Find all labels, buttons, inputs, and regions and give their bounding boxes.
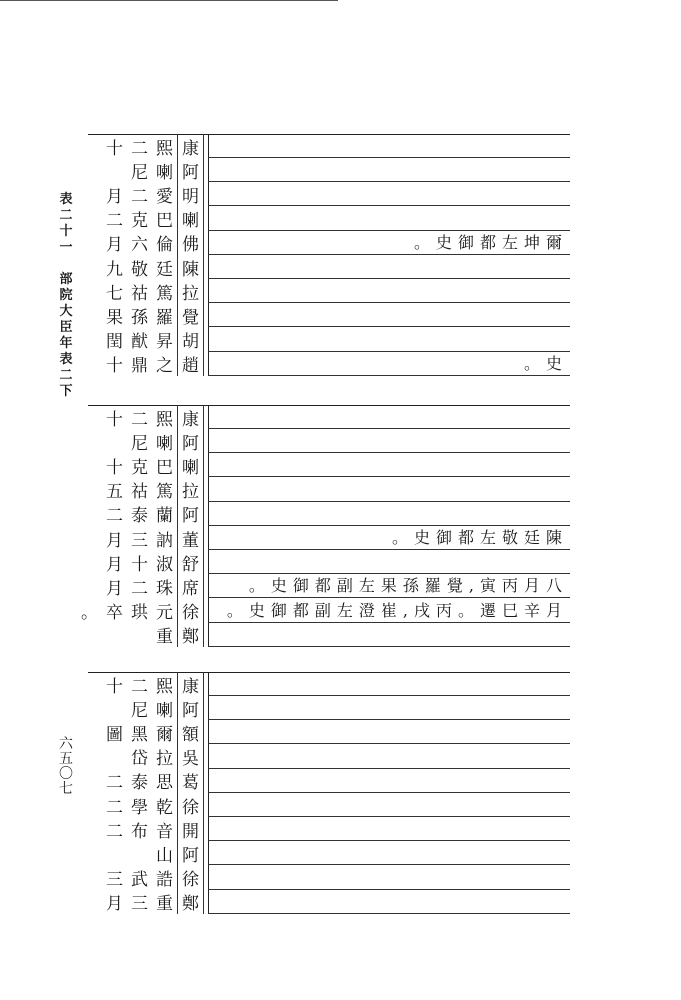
name-char: 拉 (178, 279, 204, 304)
name-char: 月 (106, 894, 123, 915)
side-title-char: 下 (59, 384, 73, 399)
name-char: 果 (106, 307, 123, 328)
official-name-cell (102, 771, 204, 794)
name-char: 珙 (131, 603, 148, 624)
name-char: 二 (131, 676, 148, 697)
note-cell: 。史御都左坤爾 (413, 232, 568, 252)
name-char: 拉 (178, 477, 204, 502)
table-row (88, 158, 570, 182)
name-char: 乾 (152, 793, 178, 818)
table-row (88, 769, 570, 793)
page-number-char: 七 (59, 781, 73, 797)
name-char: 尼 (131, 433, 148, 454)
name-char: 開 (178, 817, 204, 842)
official-name-cell (102, 528, 204, 551)
side-title-char: 臣 (59, 320, 73, 335)
name-char: 六 (131, 235, 148, 256)
name-char: 昇 (152, 327, 178, 352)
name-char: 二 (106, 773, 123, 794)
name-char: 月 (106, 554, 123, 575)
name-char: 十 (106, 457, 123, 478)
name-char: 葛 (178, 768, 204, 793)
official-name-cell (102, 504, 204, 527)
name-char: 陳 (178, 255, 204, 280)
side-title-char: 二 (59, 208, 73, 223)
name-char: 羅 (152, 303, 178, 328)
name-char: 訥 (152, 526, 178, 551)
table-row (88, 279, 570, 303)
name-char: 額 (178, 720, 204, 745)
table-row (88, 793, 570, 817)
name-char: 康 (178, 672, 204, 697)
name-char: 喇 (178, 453, 204, 478)
name-char: 元 (152, 598, 178, 623)
page-number-char: 六 (59, 736, 73, 752)
name-char: 七 (106, 283, 123, 304)
side-title-char: 院 (59, 288, 73, 303)
row-rule (208, 913, 570, 914)
name-char: 月 (106, 578, 123, 599)
name-char: 圖 (106, 724, 123, 745)
table-row (88, 453, 570, 477)
name-char: 篤 (152, 279, 178, 304)
table-row (88, 526, 570, 550)
name-char: 熙 (152, 134, 178, 159)
official-name-cell (102, 892, 204, 915)
name-char: 二 (106, 211, 123, 232)
official-name-cell (102, 480, 204, 503)
official-name-cell (152, 843, 204, 866)
official-name-cell (102, 576, 204, 599)
official-name-cell (102, 209, 204, 232)
name-char: 趙 (178, 351, 204, 376)
name-char: 尼 (131, 700, 148, 721)
name-char: 三 (131, 894, 148, 915)
table-row (88, 303, 570, 327)
name-char: 月 (106, 235, 123, 256)
name-char: 誥 (152, 865, 178, 890)
name-char: 學 (131, 797, 148, 818)
name-char: 佛 (178, 230, 204, 255)
name-char: 二 (106, 797, 123, 818)
page-number-char: 〇 (59, 766, 73, 782)
name-char: 覺 (178, 303, 204, 328)
name-char: 阿 (178, 501, 204, 526)
name-char: 喇 (152, 429, 178, 454)
name-char: 祜 (131, 482, 148, 503)
official-name-cell (102, 407, 204, 430)
table-block-2 (81, 405, 570, 650)
name-char: 巴 (152, 453, 178, 478)
name-char: 泰 (131, 506, 148, 527)
name-char: 二 (131, 578, 148, 599)
note-cell: 。史 (523, 353, 568, 373)
name-char: 二 (131, 186, 148, 207)
note-cell: 。史御都副左果孫羅覺,寅丙月八 (248, 576, 568, 596)
table-row (88, 352, 570, 376)
name-char: 胡 (178, 327, 204, 352)
table-row (88, 134, 570, 158)
side-title-char: 二 (59, 368, 73, 383)
official-name-cell (102, 795, 204, 818)
name-char: 鄭 (178, 889, 204, 914)
name-char: 徐 (178, 598, 204, 623)
name-char: 祜 (131, 283, 148, 304)
name-char: 董 (178, 526, 204, 551)
official-name-cell (152, 625, 204, 648)
side-title-char: 部 (59, 272, 73, 287)
name-char: 十 (106, 356, 123, 377)
table-row (88, 255, 570, 279)
official-name-cell (127, 431, 204, 454)
official-name-cell (102, 233, 204, 256)
table-row (88, 890, 570, 914)
official-name-cell (102, 330, 204, 353)
official-name-cell (102, 136, 204, 159)
side-title-char: 十 (59, 224, 73, 239)
name-char: 二 (106, 506, 123, 527)
official-name-cell (102, 868, 204, 891)
name-char: 月 (106, 530, 123, 551)
name-char: 倫 (152, 230, 178, 255)
table-block-1 (88, 134, 570, 380)
name-char: 徐 (178, 865, 204, 890)
side-title-char: 表 (59, 352, 73, 367)
official-name-cell (102, 281, 204, 304)
name-char: 尼 (131, 162, 148, 183)
name-char: 九 (106, 259, 123, 280)
name-char: 重 (152, 889, 178, 914)
name-char: 思 (152, 768, 178, 793)
table-row (88, 866, 570, 890)
name-char: 敬 (131, 259, 148, 280)
name-char: 熙 (152, 405, 178, 430)
name-char: 三 (106, 870, 123, 891)
official-name-cell (102, 257, 204, 280)
name-char: 武 (131, 870, 148, 891)
name-char: 克 (131, 211, 148, 232)
name-char: 二 (106, 821, 123, 842)
name-char: 孫 (131, 307, 148, 328)
name-char: 山 (152, 841, 178, 866)
table-row (88, 841, 570, 865)
name-char: 黑 (131, 724, 148, 745)
official-name-cell (102, 722, 204, 745)
name-char: 巴 (152, 206, 178, 231)
side-title-char: 大 (59, 304, 73, 319)
official-name-cell (127, 747, 204, 770)
table-row (81, 599, 570, 624)
row-rule (208, 646, 570, 647)
name-char: 鄭 (178, 622, 204, 647)
official-name-cell (102, 819, 204, 842)
name-char: 徐 (178, 793, 204, 818)
name-char: 席 (178, 574, 204, 599)
name-char: 阿 (178, 841, 204, 866)
official-name-cell (102, 552, 204, 575)
name-char: 喇 (152, 696, 178, 721)
side-title-char: 年 (59, 336, 73, 351)
official-name-cell (102, 354, 204, 377)
side-title-char: 表 (59, 192, 73, 207)
name-char: 二 (131, 409, 148, 430)
name-char: 廷 (152, 255, 178, 280)
note-cell: 。史御都左敬廷陳 (391, 528, 568, 547)
name-char: 吳 (178, 744, 204, 769)
table-row (88, 478, 570, 502)
name-char: 三 (131, 530, 148, 551)
name-char: 阿 (178, 696, 204, 721)
page-number (58, 737, 74, 797)
table-row (88, 502, 570, 526)
name-char: 重 (152, 622, 178, 647)
table-row (88, 574, 570, 598)
name-char: 十 (106, 676, 123, 697)
name-char: 泰 (131, 773, 148, 794)
name-char: 淑 (152, 550, 178, 575)
name-char: 喇 (178, 206, 204, 231)
official-name-cell (102, 184, 204, 207)
official-name-cell (127, 698, 204, 721)
name-char: 十 (106, 138, 123, 159)
table-row (88, 207, 570, 231)
table-row (88, 429, 570, 453)
table-row (88, 182, 570, 206)
note-cell: 。史御都副左澄崔,戌丙。遷巳辛月 (226, 600, 568, 620)
top-rule (0, 0, 338, 1)
name-char: 猷 (131, 332, 148, 353)
name-char: 拉 (152, 744, 178, 769)
table-row (88, 745, 570, 769)
table-row (88, 328, 570, 352)
name-char: 。 (81, 603, 98, 624)
table-row (88, 405, 570, 429)
name-char: 鼎 (131, 356, 148, 377)
name-char: 愛 (152, 182, 178, 207)
name-char: 阿 (178, 429, 204, 454)
name-char: 之 (152, 351, 178, 376)
name-char: 克 (131, 457, 148, 478)
name-char: 布 (131, 821, 148, 842)
official-name-cell (102, 455, 204, 478)
name-char: 康 (178, 405, 204, 430)
name-char: 閏 (106, 332, 123, 353)
name-char: 珠 (152, 574, 178, 599)
row-rule (208, 375, 570, 376)
official-name-cell (102, 305, 204, 328)
side-title (58, 192, 74, 400)
name-char: 十 (106, 409, 123, 430)
side-title-char: 一 (59, 240, 73, 255)
name-char: 康 (178, 134, 204, 159)
table-row (88, 550, 570, 574)
name-char: 爾 (152, 720, 178, 745)
name-char: 蘭 (152, 501, 178, 526)
name-char: 月 (106, 186, 123, 207)
name-char: 舒 (178, 550, 204, 575)
name-char: 音 (152, 817, 178, 842)
name-char: 卒 (106, 603, 123, 624)
table-row (88, 720, 570, 744)
name-char: 喇 (152, 158, 178, 183)
name-char: 篤 (152, 477, 178, 502)
side-title-char (58, 256, 74, 272)
name-char: 明 (178, 182, 204, 207)
name-char: 阿 (178, 158, 204, 183)
table-row (88, 231, 570, 255)
table-block-3 (88, 672, 570, 917)
name-char: 岱 (131, 749, 148, 770)
table-row (88, 672, 570, 696)
table-row (88, 817, 570, 841)
page-number-char: 五 (59, 751, 73, 767)
table-row (88, 696, 570, 720)
official-name-cell (102, 674, 204, 697)
name-char: 熙 (152, 672, 178, 697)
name-char: 五 (106, 482, 123, 503)
name-char: 二 (131, 138, 148, 159)
official-name-cell (77, 601, 204, 624)
table-row (88, 623, 570, 647)
official-name-cell (127, 160, 204, 183)
name-char: 十 (131, 554, 148, 575)
